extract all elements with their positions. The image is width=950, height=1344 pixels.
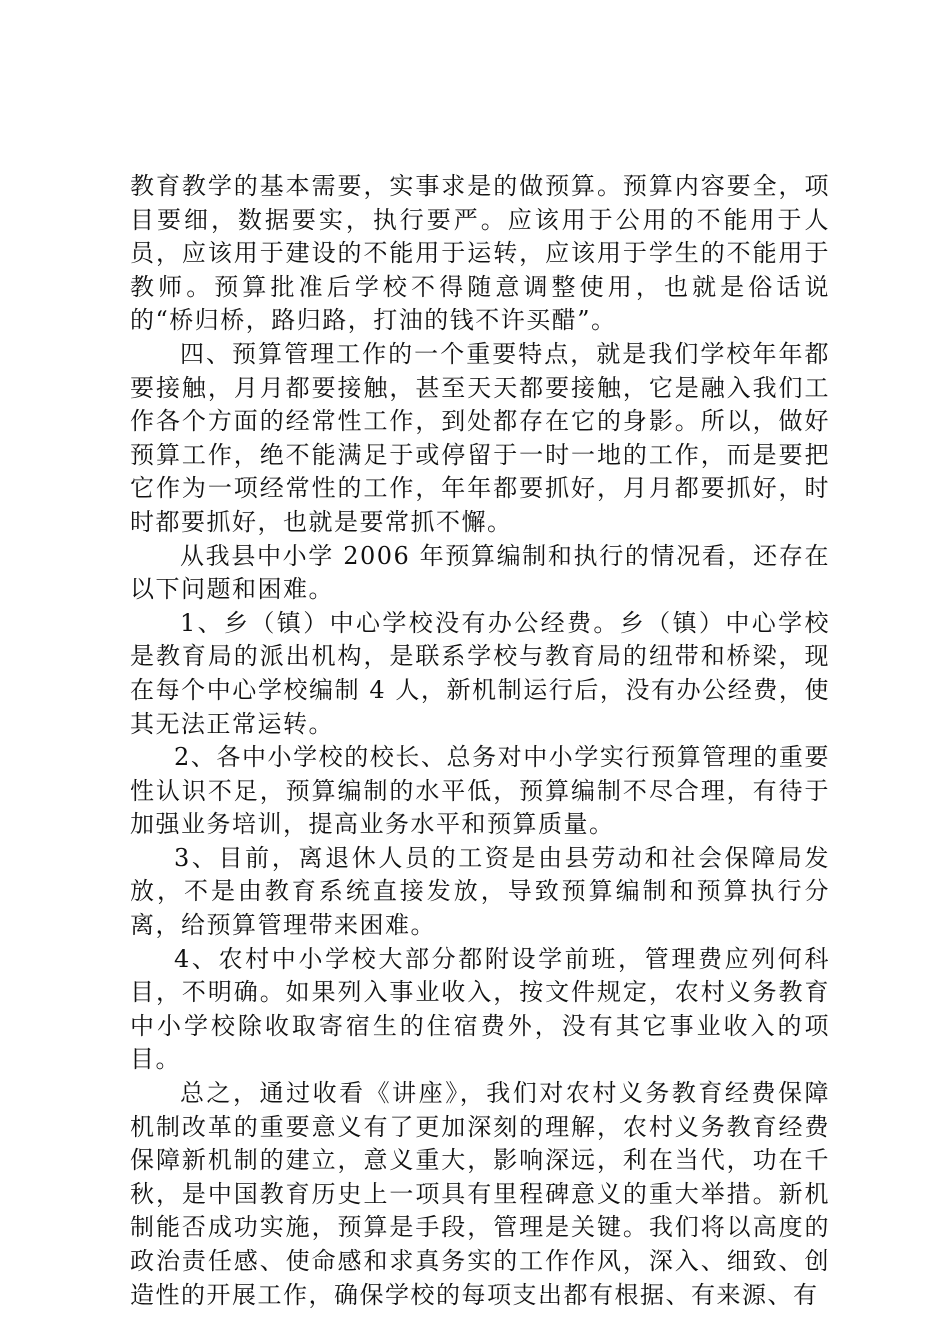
paragraph-problem-3: 3、目前，离退休人员的工资是由县劳动和社会保障局发放，不是由教育系统直接发放，导致预算编制和预算执行分离，给预算管理带来困难。: [130, 843, 830, 940]
paragraph-problem-4: 4、农村中小学校大部分都附设学前班，管理费应列何科目，不明确。如果列入事业收入，按文件规定，农村义务教育中小学校除收取寄宿生的住宿费外，没有其它事业收入的项目。: [130, 944, 830, 1074]
paragraph-problem-1: 1、乡（镇）中心学校没有办公经费。乡（镇）中心学校是教育局的派出机构，是联系学校与教育局的纽带和桥梁，现在每个中心学校编制 4 人，新机制运行后，没有办公经费，使其无法正常运转。: [130, 608, 830, 738]
paragraph-problems-intro: 从我县中小学 2006 年预算编制和执行的情况看，还存在以下问题和困难。: [130, 541, 830, 604]
paragraph-problem-2: 2、各中小学校的校长、总务对中小学实行预算管理的重要性认识不足，预算编制的水平低，预算编制不尽合理，有待于加强业务培训，提高业务水平和预算质量。: [130, 743, 830, 839]
paragraph-budget-principles: 教育教学的基本需要，实事求是的做预算。预算内容要全，项目要细，数据要实，执行要严。应该用于公用的不能用于人员，应该用于建设的不能用于运转，应该用于学生的不能用于教师。预算批准后学校不得随意调整使用，也就是俗话说的“桥归桥，路归路，打油的钱不许买醋”。: [130, 172, 830, 335]
paragraph-point-four: 四、预算管理工作的一个重要特点，就是我们学校年年都要接触，月月都要接触，甚至天天都要接触，它是融入我们工作各个方面的经常性工作，到处都存在它的身影。所以，做好预算工作，绝不能满足于或停留于一时一地的工作，而是要把它作为一项经常性的工作，年年都要抓好，月月都要抓好，时时都要抓好，也就是要常抓不懈。: [130, 339, 830, 536]
document-body: [130, 170, 830, 1312]
paragraph-conclusion: 总之，通过收看《讲座》，我们对农村义务教育经费保障机制改革的重要意义有了更加深刻的理解，农村义务教育经费保障新机制的建立，意义重大，影响深远，利在当代，功在千秋，是中国教育历史上一项具有里程碑意义的重大举措。新机制能否成功实施，预算是手段，管理是关键。我们将以高度的政治责任感、使命感和求真务实的工作作风，深入、细致、创造性的开展工作，确保学校的每项支出都有根据、有来源、有: [130, 1079, 830, 1309]
